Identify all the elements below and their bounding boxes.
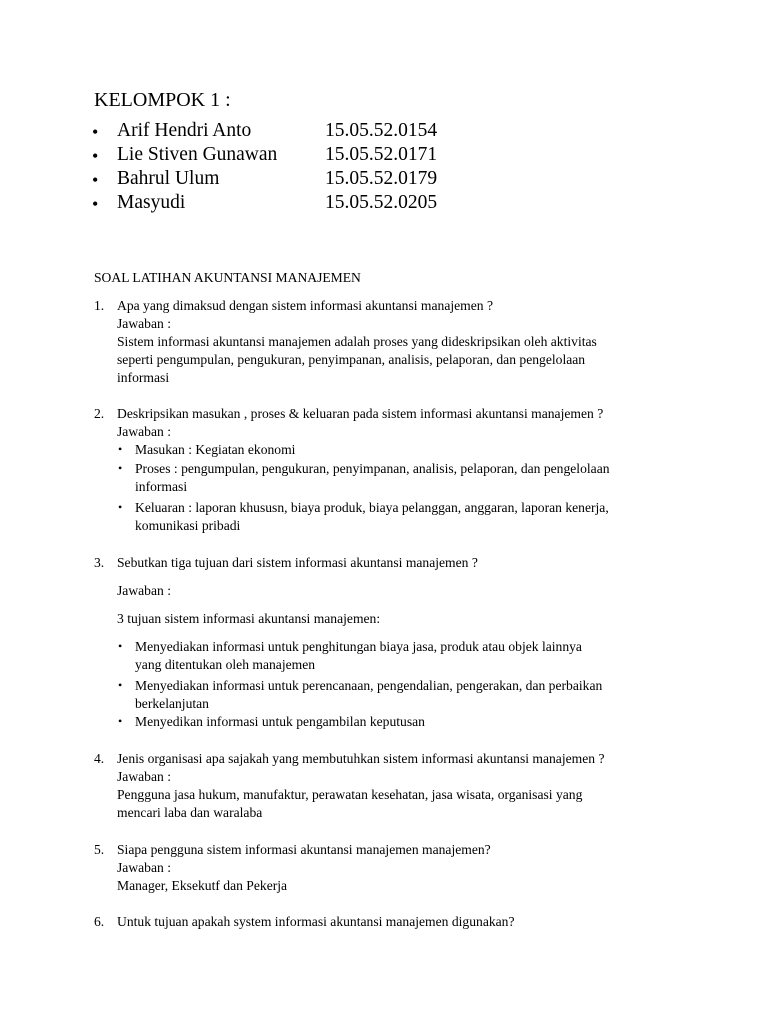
answer-label: Jawaban : xyxy=(117,583,171,598)
question-text: Siapa pengguna sistem informasi akuntansi manajemen manajemen? xyxy=(117,842,491,857)
answer-label: Jawaban : xyxy=(117,316,171,331)
answer-label: Jawaban : xyxy=(117,860,171,875)
group-title: KELOMPOK 1 : xyxy=(94,89,231,111)
bullet-icon: • xyxy=(92,122,99,142)
section-heading: SOAL LATIHAN AKUNTANSI MANAJEMEN xyxy=(94,270,361,285)
answer-line: Pengguna jasa hukum, manufaktur, perawatan kesehatan, jasa wisata, organisasi yang xyxy=(117,787,583,802)
question-number: 3. xyxy=(94,555,105,570)
bullet-text: yang ditentukan oleh manajemen xyxy=(135,657,316,672)
answer-line: informasi xyxy=(117,370,170,385)
bullet-text: Menyedikan informasi untuk pengambilan keputusan xyxy=(135,714,425,729)
answer-line: seperti pengumpulan, pengukuran, penyimpanan, analisis, pelaporan, dan pengelolaan xyxy=(117,352,586,367)
bullet-text: Keluaran : laporan khususn, biaya produk, biaya pelanggan, anggaran, laporan kenerja, xyxy=(135,500,609,515)
question-number: 2. xyxy=(94,406,105,421)
question-number: 1. xyxy=(94,298,105,313)
member-nim: 15.05.52.0205 xyxy=(325,192,438,213)
bullet-icon: • xyxy=(92,170,99,190)
bullet-icon: • xyxy=(118,461,123,475)
bullet-icon: • xyxy=(118,442,123,456)
bullet-icon: • xyxy=(118,639,123,653)
member-name: Lie Stiven Gunawan xyxy=(117,144,278,165)
member-name: Masyudi xyxy=(117,192,186,213)
bullet-icon: • xyxy=(118,714,123,728)
question-text: Untuk tujuan apakah system informasi akuntansi manajemen digunakan? xyxy=(117,914,515,929)
answer-line: Manager, Eksekutf dan Pekerja xyxy=(117,878,288,893)
bullet-text: Menyediakan informasi untuk penghitungan biaya jasa, produk atau objek lainnya xyxy=(135,639,582,654)
member-nim: 15.05.52.0154 xyxy=(325,120,438,141)
bullet-icon: • xyxy=(118,678,123,692)
member-name: Bahrul Ulum xyxy=(117,168,220,189)
bullet-icon: • xyxy=(118,500,123,514)
answer-label: Jawaban : xyxy=(117,424,171,439)
question-number: 6. xyxy=(94,914,105,929)
bullet-text: Proses : pengumpulan, pengukuran, penyimpanan, analisis, pelaporan, dan pengelolaan xyxy=(135,461,610,476)
question-text: Jenis organisasi apa sajakah yang membutuhkan sistem informasi akuntansi manajemen ? xyxy=(117,751,605,766)
bullet-text: berkelanjutan xyxy=(135,696,209,711)
member-name: Arif Hendri Anto xyxy=(117,120,252,141)
answer-label: Jawaban : xyxy=(117,769,171,784)
question-number: 4. xyxy=(94,751,105,766)
question-number: 5. xyxy=(94,842,105,857)
answer-line: mencari laba dan waralaba xyxy=(117,805,263,820)
bullet-text: Masukan : Kegiatan ekonomi xyxy=(135,442,296,457)
bullet-icon: • xyxy=(92,146,99,166)
answer-intro: 3 tujuan sistem informasi akuntansi manajemen: xyxy=(117,611,381,626)
question-text: Apa yang dimaksud dengan sistem informasi akuntansi manajemen ? xyxy=(117,298,493,313)
answer-line: Sistem informasi akuntansi manajemen adalah proses yang dideskripsikan oleh aktivitas xyxy=(117,334,597,349)
member-nim: 15.05.52.0171 xyxy=(325,144,438,165)
bullet-text: Menyediakan informasi untuk perencanaan, pengendalian, pengerakan, dan perbaikan xyxy=(135,678,603,693)
question-text: Sebutkan tiga tujuan dari sistem informasi akuntansi manajemen ? xyxy=(117,555,478,570)
member-nim: 15.05.52.0179 xyxy=(325,168,438,189)
question-text: Deskripsikan masukan , proses & keluaran pada sistem informasi akuntansi manajemen ? xyxy=(117,406,604,421)
bullet-text: komunikasi pribadi xyxy=(135,518,241,533)
bullet-icon: • xyxy=(92,194,99,214)
bullet-text: informasi xyxy=(135,479,188,494)
